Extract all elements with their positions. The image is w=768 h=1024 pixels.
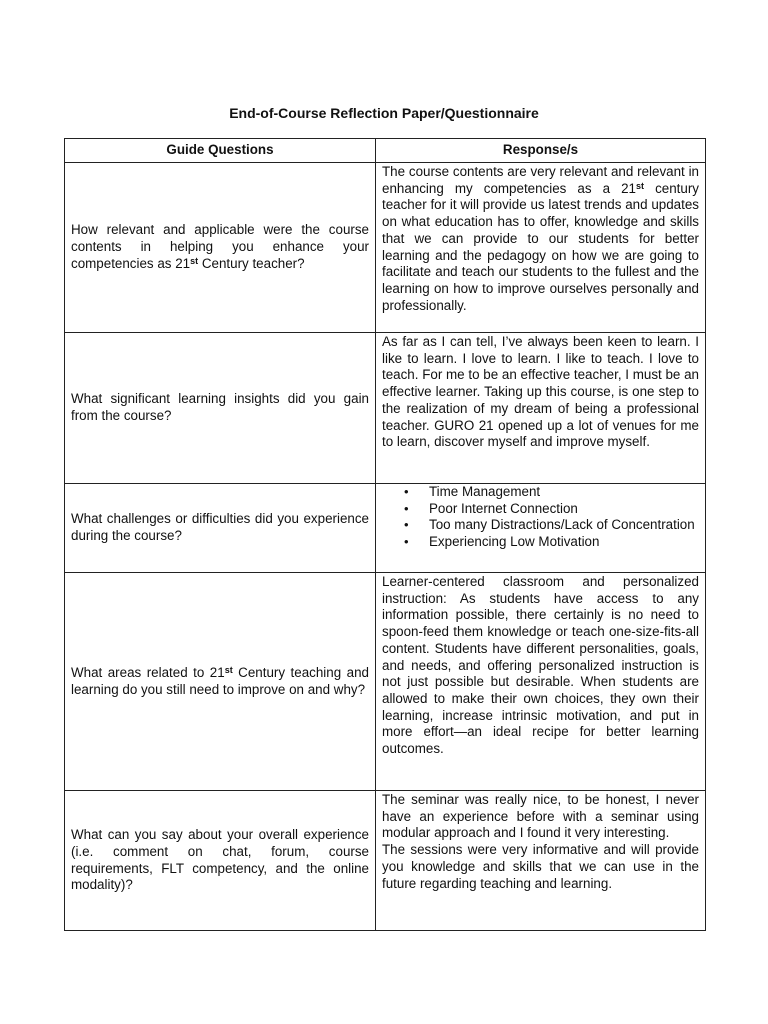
question-cell (65, 573, 376, 791)
response-cell (376, 573, 706, 791)
question-cell (65, 791, 376, 931)
question-text: Century teaching and learning do you still need to improve on and why? (71, 664, 369, 697)
response-cell (376, 791, 706, 931)
response-text: The seminar was really nice, to be honest, I never have an experience before with a seminar using modular approach and I found it very interesting. (382, 792, 699, 841)
table-header-row (65, 139, 706, 163)
bullet-icon: • (404, 517, 409, 533)
question-cell (65, 163, 376, 333)
table-row (65, 791, 706, 931)
question-text: Century teacher? (198, 255, 305, 271)
table-row (65, 573, 706, 791)
question-cell (65, 484, 376, 573)
list-item: • Experiencing Low Motivation (404, 534, 600, 550)
question-text: What challenges or difficulties did you experience during the course? (71, 511, 369, 543)
list-item: • Time Management (404, 484, 541, 499)
response-cell (376, 484, 706, 573)
list-item: • Too many Distractions/Lack of Concentration (404, 517, 695, 533)
reflection-table (64, 138, 706, 931)
question-text: What significant learning insights did you gain from the course? (71, 391, 369, 423)
header-guide-questions: Guide Questions (65, 139, 376, 163)
response-text: The course contents are very relevant and relevant in enhancing my competencies as a 21st century teacher for it will provide us latest trends and updates on what education has to offer, knowledge and skills that we can provide to our students for better learning and the pedagogy on how we are going to facilitate and teach our students to the fullest and the learning on how to improve ourselves personally and professionally. (382, 164, 699, 313)
response-cell (376, 333, 706, 484)
table-row (65, 333, 706, 484)
question-text: What areas related to 21 (71, 664, 225, 680)
header-responses: Response/s (376, 139, 706, 163)
question-cell (65, 333, 376, 484)
superscript: st (190, 255, 199, 266)
challenges-list (382, 484, 699, 551)
table-row (65, 484, 706, 573)
response-text: Learner-centered classroom and personalized instruction: As students have access to any information possible, there certainly is no need to spoon-feed them knowledge or teach one-size-fits-all content. Students have different personalities, goals, and needs, and offering personalized instruction is not just possible but desirable. When students are allowed to make their own choices, they own their learning, increase intrinsic motivation, and put in more effort—an ideal recipe for better learning outcomes. (382, 574, 699, 757)
question-text: What can you say about your overall experience (i.e. comment on chat, forum, course requirements, FLT competency, and the online modality)? (71, 827, 369, 893)
table-row (65, 163, 706, 333)
response-text: The sessions were very informative and will provide you knowledge and skills that we can use in the future regarding teaching and learning. (382, 842, 699, 891)
response-cell (376, 163, 706, 333)
bullet-icon: • (404, 484, 409, 499)
superscript: st (224, 664, 233, 675)
bullet-icon: • (404, 500, 409, 516)
bullet-icon: • (404, 534, 409, 550)
question-text: How relevant and applicable were the course contents in helping you enhance your competencies as 21 (71, 222, 369, 271)
document-title: End-of-Course Reflection Paper/Questionnaire (229, 105, 539, 121)
response-text: As far as I can tell, I’ve always been keen to learn. I like to learn. I love to learn. I like to teach. I love to teach. For me to be an effective teacher, I must be an effective learner. Taking up this course, is one step to the realization of my dream of being a professional teacher. GURO 21 opened up a lot of venues for me to learn, discover myself and improve myself. (382, 334, 699, 450)
list-item: • Poor Internet Connection (404, 500, 578, 516)
superscript: st (636, 180, 645, 191)
